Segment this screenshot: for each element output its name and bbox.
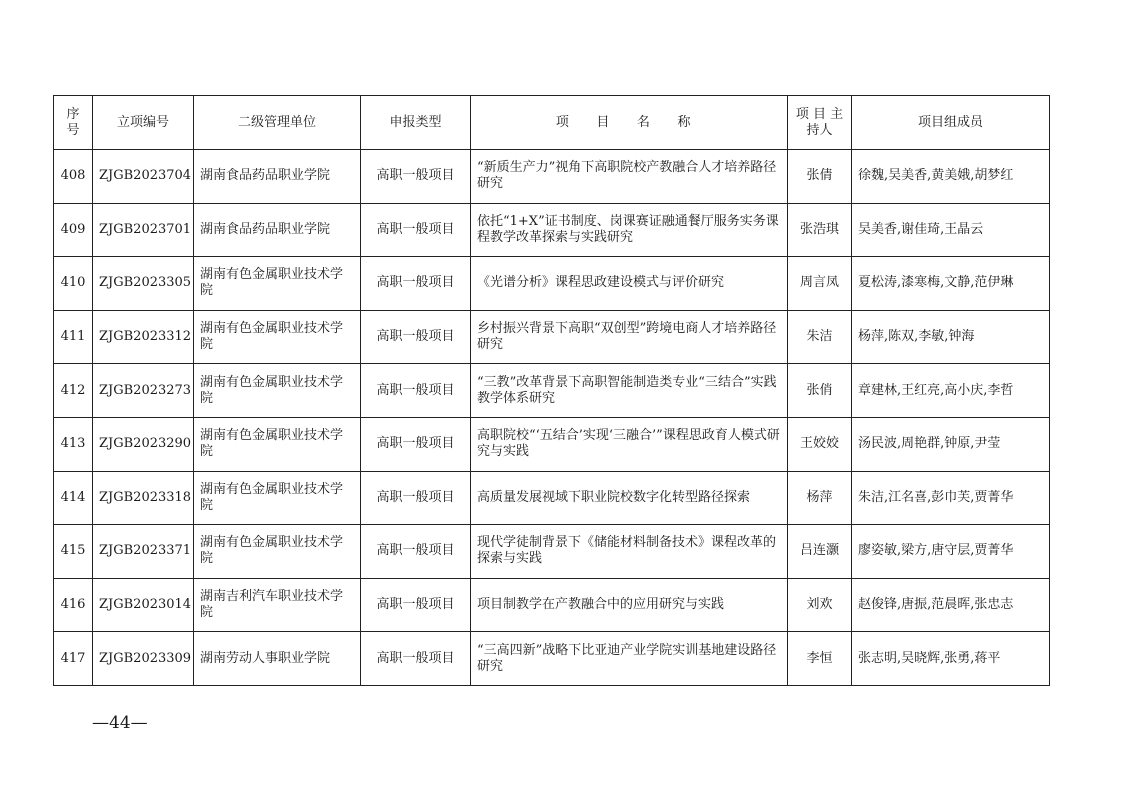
header-name: 项 目 名 称	[471, 96, 788, 150]
row-members: 杨萍,陈双,李敏,钟海	[852, 310, 1050, 364]
row-unit: 湖南有色金属职业技术学院	[194, 310, 361, 364]
row-unit: 湖南食品药品职业学院	[194, 150, 361, 204]
row-unit: 湖南有色金属职业技术学院	[194, 364, 361, 418]
row-host: 杨萍	[788, 471, 852, 525]
row-host: 李恒	[788, 632, 852, 686]
row-host: 周言凤	[788, 257, 852, 311]
row-no: 413	[54, 417, 93, 471]
project-table	[53, 95, 1050, 686]
row-members: 张志明,吴晓辉,张勇,蒋平	[852, 632, 1050, 686]
row-no: 416	[54, 578, 93, 632]
row-members: 廖姿敏,梁方,唐守层,贾菁华	[852, 525, 1050, 579]
header-unit: 二级管理单位	[194, 96, 361, 150]
row-no: 408	[54, 150, 93, 204]
table-row	[54, 417, 1050, 471]
table-row	[54, 471, 1050, 525]
row-unit: 湖南有色金属职业技术学院	[194, 471, 361, 525]
row-name: 现代学徒制背景下《储能材料制备技术》课程改革的探索与实践	[471, 525, 788, 579]
row-no: 412	[54, 364, 93, 418]
row-type: 高职一般项目	[361, 471, 471, 525]
row-code: ZJGB2023318	[93, 471, 194, 525]
header-members: 项目组成员	[852, 96, 1050, 150]
row-type: 高职一般项目	[361, 150, 471, 204]
row-code: ZJGB2023014	[93, 578, 194, 632]
row-no: 415	[54, 525, 93, 579]
row-host: 王姣姣	[788, 417, 852, 471]
row-unit: 湖南吉利汽车职业技术学院	[194, 578, 361, 632]
row-members: 赵俊锋,唐振,范晨晖,张忠志	[852, 578, 1050, 632]
row-code: ZJGB2023371	[93, 525, 194, 579]
table-row	[54, 632, 1050, 686]
row-type: 高职一般项目	[361, 203, 471, 257]
header-code: 立项编号	[93, 96, 194, 150]
row-no: 414	[54, 471, 93, 525]
row-host: 刘欢	[788, 578, 852, 632]
table-row	[54, 525, 1050, 579]
row-host: 张俏	[788, 364, 852, 418]
table-row	[54, 364, 1050, 418]
row-code: ZJGB2023701	[93, 203, 194, 257]
row-no: 410	[54, 257, 93, 311]
row-no: 417	[54, 632, 93, 686]
row-name: “三高四新”战略下比亚迪产业学院实训基地建设路径研究	[471, 632, 788, 686]
row-type: 高职一般项目	[361, 364, 471, 418]
row-unit: 湖南有色金属职业技术学院	[194, 257, 361, 311]
header-host: 项 目 主持人	[788, 96, 852, 150]
row-name: 《光谱分析》课程思政建设模式与评价研究	[471, 257, 788, 311]
row-members: 夏松涛,漆寒梅,文静,范伊琳	[852, 257, 1050, 311]
table-row	[54, 578, 1050, 632]
row-code: ZJGB2023309	[93, 632, 194, 686]
row-type: 高职一般项目	[361, 525, 471, 579]
row-members: 吴美香,谢佳琦,王晶云	[852, 203, 1050, 257]
table-row	[54, 203, 1050, 257]
row-no: 409	[54, 203, 93, 257]
row-name: 乡村振兴背景下高职“双创型”跨境电商人才培养路径研究	[471, 310, 788, 364]
header-row	[54, 96, 1050, 150]
row-code: ZJGB2023704	[93, 150, 194, 204]
row-unit: 湖南有色金属职业技术学院	[194, 525, 361, 579]
row-members: 汤民波,周艳群,钟原,尹莹	[852, 417, 1050, 471]
row-members: 朱洁,江名喜,彭巾芙,贾菁华	[852, 471, 1050, 525]
row-host: 张倩	[788, 150, 852, 204]
row-type: 高职一般项目	[361, 417, 471, 471]
row-host: 吕连灏	[788, 525, 852, 579]
row-name: 高职院校“‘五结合’实现‘三融合’”课程思政育人模式研究与实践	[471, 417, 788, 471]
row-type: 高职一般项目	[361, 578, 471, 632]
row-host: 朱洁	[788, 310, 852, 364]
row-unit: 湖南劳动人事职业学院	[194, 632, 361, 686]
page-number: —44—	[92, 713, 148, 733]
row-no: 411	[54, 310, 93, 364]
header-no: 序号	[54, 96, 93, 150]
table-row	[54, 150, 1050, 204]
row-type: 高职一般项目	[361, 257, 471, 311]
table-row	[54, 257, 1050, 311]
row-unit: 湖南食品药品职业学院	[194, 203, 361, 257]
row-members: 徐魏,吴美香,黄美娥,胡梦红	[852, 150, 1050, 204]
row-code: ZJGB2023305	[93, 257, 194, 311]
header-type: 申报类型	[361, 96, 471, 150]
row-members: 章建林,王红亮,高小庆,李哲	[852, 364, 1050, 418]
row-name: 依托“1+X”证书制度、岗课赛证融通餐厅服务实务课程教学改革探索与实践研究	[471, 203, 788, 257]
row-type: 高职一般项目	[361, 632, 471, 686]
row-code: ZJGB2023273	[93, 364, 194, 418]
row-name: 高质量发展视域下职业院校数字化转型路径探索	[471, 471, 788, 525]
row-name: “三教”改革背景下高职智能制造类专业“三结合”实践教学体系研究	[471, 364, 788, 418]
row-host: 张浩琪	[788, 203, 852, 257]
row-type: 高职一般项目	[361, 310, 471, 364]
row-unit: 湖南有色金属职业技术学院	[194, 417, 361, 471]
row-code: ZJGB2023312	[93, 310, 194, 364]
row-name: 项目制教学在产教融合中的应用研究与实践	[471, 578, 788, 632]
table-row	[54, 310, 1050, 364]
row-name: “新质生产力”视角下高职院校产教融合人才培养路径研究	[471, 150, 788, 204]
row-code: ZJGB2023290	[93, 417, 194, 471]
